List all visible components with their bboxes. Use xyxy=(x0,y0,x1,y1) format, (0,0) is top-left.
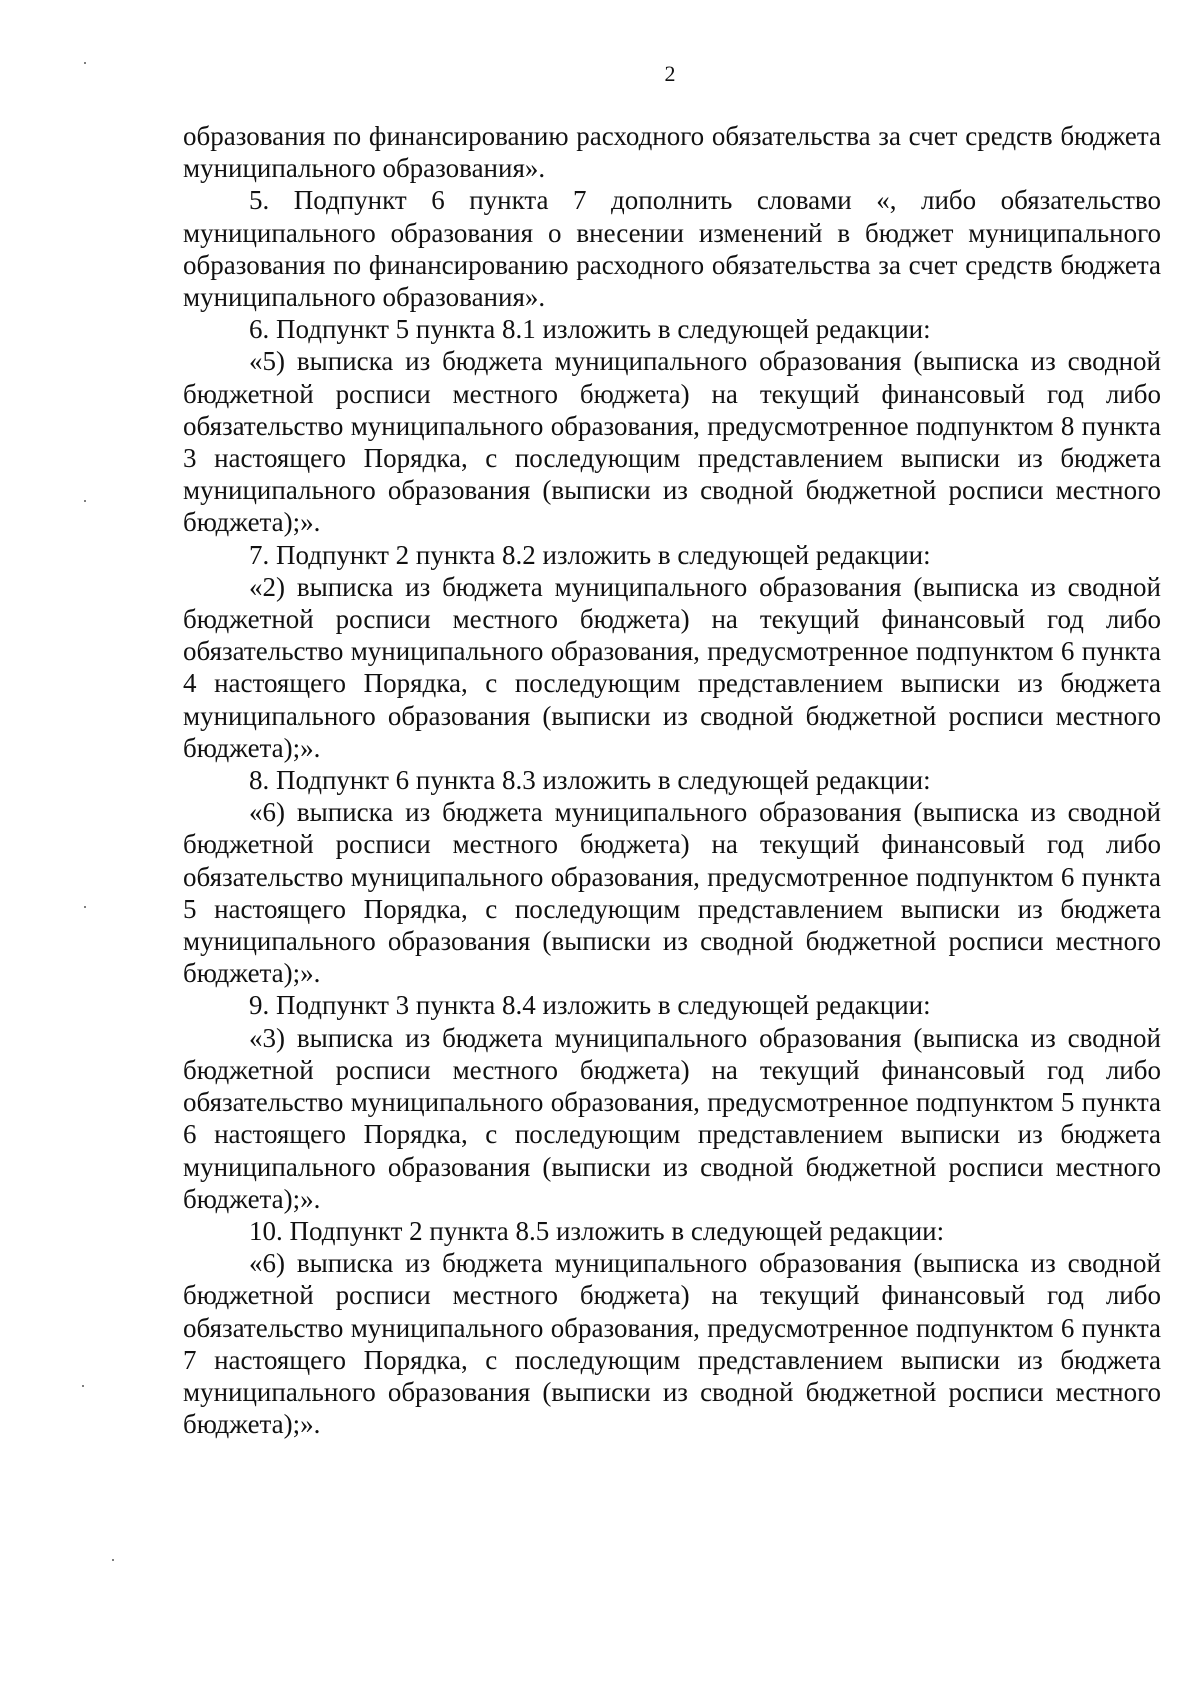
item-10-heading: 10. Подпункт 2 пункта 8.5 изложить в следующей редакции: xyxy=(249,1215,945,1246)
item-10-text: «6) выписка из бюджета муниципального образования (выписка из сводной бюджетной росписи местного бюджета) на текущий финансовый год либо обязательство муниципального образования, предусмотренное подпунктом 6 пункта 7 настоящего Порядка, с последующим представлением выписки из бюджета муниципального образования (выписки из сводной бюджетной росписи местного бюджета);». xyxy=(183,1248,1161,1440)
item-7-text: «2) выписка из бюджета муниципального образования (выписка из сводной бюджетной росписи местного бюджета) на текущий финансовый год либо обязательство муниципального образования, предусмотренное подпунктом 6 пункта 4 настоящего Порядка, с последующим представлением выписки из бюджета муниципального образования (выписки из сводной бюджетной росписи местного бюджета);». xyxy=(183,571,1161,763)
document-body xyxy=(183,120,1161,1440)
item-6-text: «5) выписка из бюджета муниципального образования (выписка из сводной бюджетной росписи местного бюджета) на текущий финансовый год либо обязательство муниципального образования, предусмотренное подпунктом 8 пункта 3 настоящего Порядка, с последующим представлением выписки из бюджета муниципального образования (выписки из сводной бюджетной росписи местного бюджета);». xyxy=(183,346,1161,538)
page-number: 2 xyxy=(664,61,676,86)
item-9-heading: 9. Подпункт 3 пункта 8.4 изложить в следующей редакции: xyxy=(249,990,931,1021)
item-7-heading: 7. Подпункт 2 пункта 8.2 изложить в следующей редакции: xyxy=(249,539,931,570)
item-5-paragraph: 5. Подпункт 6 пункта 7 дополнить словами «, либо обязательство муниципального образования о внесении изменений в бюджет муниципального образования по финансированию расходного обязательства за счет средств бюджета муниципального образования». xyxy=(183,185,1161,313)
scan-speck xyxy=(112,1559,114,1561)
scan-speck xyxy=(84,500,86,502)
item-8-text: «6) выписка из бюджета муниципального образования (выписка из сводной бюджетной росписи местного бюджета) на текущий финансовый год либо обязательство муниципального образования, предусмотренное подпунктом 6 пункта 5 настоящего Порядка, с последующим представлением выписки из бюджета муниципального образования (выписки из сводной бюджетной росписи местного бюджета);». xyxy=(183,797,1161,989)
item-9-text: «3) выписка из бюджета муниципального образования (выписка из сводной бюджетной росписи местного бюджета) на текущий финансовый год либо обязательство муниципального образования, предусмотренное подпунктом 5 пункта 6 настоящего Порядка, с последующим представлением выписки из бюджета муниципального образования (выписки из сводной бюджетной росписи местного бюджета);». xyxy=(183,1022,1161,1214)
scan-speck xyxy=(82,1385,84,1387)
item-8-heading: 8. Подпункт 6 пункта 8.3 изложить в следующей редакции: xyxy=(249,765,931,796)
item-6-heading: 6. Подпункт 5 пункта 8.1 изложить в следующей редакции: xyxy=(249,314,931,345)
intro-paragraph: образования по финансированию расходного обязательства за счет средств бюджета муниципального образования». xyxy=(183,121,1161,184)
scan-speck xyxy=(84,62,86,64)
scan-speck xyxy=(84,906,86,908)
